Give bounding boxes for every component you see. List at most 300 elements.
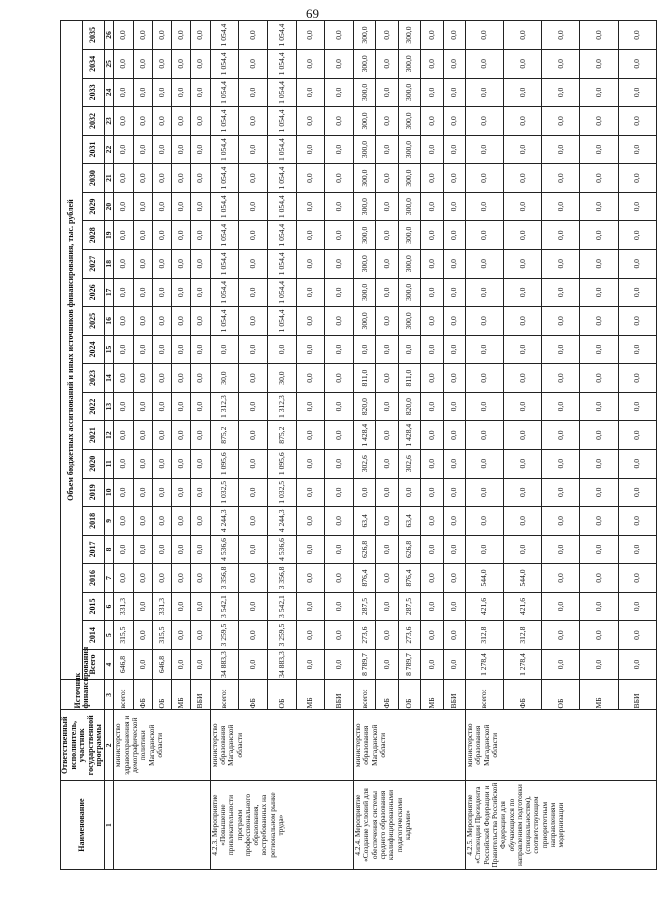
value-cell: 626,8 (398, 535, 420, 564)
value-cell: 0,0 (114, 278, 133, 307)
value-cell: 0,0 (296, 364, 325, 393)
value-cell: 0,0 (376, 449, 398, 478)
value-cell: 0,0 (376, 335, 398, 364)
source-cell: всего: (210, 680, 239, 710)
value-cell: 0,0 (296, 192, 325, 221)
value-cell: 0,0 (133, 621, 152, 650)
value-cell: 0,0 (398, 335, 420, 364)
value-cell: 1 312,3 (267, 392, 296, 421)
value-cell: 0,0 (443, 164, 465, 193)
value-cell: 0,0 (133, 592, 152, 621)
value-cell: 0,0 (443, 135, 465, 164)
value-cell: 0,0 (325, 478, 354, 507)
value-cell: 0,0 (296, 392, 325, 421)
value-cell: 0,0 (466, 478, 504, 507)
value-cell: 0,0 (133, 478, 152, 507)
value-cell: 0,0 (325, 192, 354, 221)
value-cell: 0,0 (466, 50, 504, 79)
value-cell: 0,0 (172, 78, 191, 107)
value-cell: 0,0 (376, 107, 398, 136)
header-year: 2032 (83, 107, 105, 136)
column-number: 5 (104, 621, 113, 650)
column-number: 23 (104, 107, 113, 136)
header-year: 2035 (83, 21, 105, 50)
value-cell: 0,0 (580, 278, 618, 307)
header-year: 2022 (83, 392, 105, 421)
value-cell: 1 054,4 (267, 135, 296, 164)
value-cell: 0,0 (114, 535, 133, 564)
value-cell: 0,0 (133, 164, 152, 193)
value-cell: 0,0 (618, 278, 656, 307)
value-cell: 0,0 (191, 592, 210, 621)
column-number: 17 (104, 278, 113, 307)
value-cell: 0,0 (466, 164, 504, 193)
value-cell: 421,6 (504, 592, 542, 621)
value-cell: 0,0 (191, 50, 210, 79)
value-cell: 1 054,4 (267, 21, 296, 50)
value-cell: 0,0 (443, 507, 465, 536)
value-cell: 0,0 (152, 192, 171, 221)
value-cell: 0,0 (504, 535, 542, 564)
value-cell: 0,0 (504, 50, 542, 79)
value-cell: 0,0 (191, 107, 210, 136)
value-cell: 0,0 (580, 421, 618, 450)
value-cell: 1 054,4 (210, 192, 239, 221)
column-number: 9 (104, 507, 113, 536)
value-cell: 0,0 (504, 421, 542, 450)
measure-name: 4.2.3. Мероприятие «Повышение привлекательности программ профессионального образования, востребованных на региональном рынке труда» (210, 781, 353, 870)
value-cell: 0,0 (421, 392, 443, 421)
value-cell: 0,0 (542, 107, 580, 136)
source-cell: ВБИ (618, 680, 656, 710)
value-cell: 0,0 (152, 364, 171, 393)
value-cell: 0,0 (542, 449, 580, 478)
value-cell: 0,0 (376, 135, 398, 164)
value-cell: 0,0 (172, 278, 191, 307)
value-cell: 0,0 (152, 164, 171, 193)
value-cell: 0,0 (376, 507, 398, 536)
value-cell: 0,0 (580, 50, 618, 79)
value-cell: 1 054,4 (267, 221, 296, 250)
value-cell: 300,0 (354, 78, 376, 107)
value-cell: 820,0 (398, 392, 420, 421)
value-cell: 0,0 (504, 21, 542, 50)
value-cell: 0,0 (152, 421, 171, 450)
value-cell: 0,0 (354, 335, 376, 364)
value-cell: 0,0 (239, 478, 268, 507)
value-cell: 0,0 (239, 307, 268, 336)
value-cell: 0,0 (443, 621, 465, 650)
source-cell: ОБ (542, 680, 580, 710)
value-cell: 0,0 (421, 449, 443, 478)
value-cell: 1 054,4 (210, 78, 239, 107)
value-cell: 1 054,4 (267, 250, 296, 279)
value-cell: 0,0 (376, 78, 398, 107)
source-cell: всего: (354, 680, 376, 710)
value-cell: 626,8 (354, 535, 376, 564)
value-cell: 0,0 (421, 50, 443, 79)
column-number: 13 (104, 392, 113, 421)
value-cell: 0,0 (133, 507, 152, 536)
source-cell: ФБ (376, 680, 398, 710)
header-year: 2023 (83, 364, 105, 393)
value-cell: 1 054,4 (210, 50, 239, 79)
value-cell: 0,0 (580, 307, 618, 336)
value-cell: 0,0 (466, 78, 504, 107)
value-cell: 0,0 (504, 364, 542, 393)
value-cell: 421,6 (466, 592, 504, 621)
value-cell: 1 054,4 (267, 278, 296, 307)
value-cell: 0,0 (152, 250, 171, 279)
value-cell: 300,0 (354, 192, 376, 221)
value-cell: 0,0 (421, 621, 443, 650)
value-cell: 0,0 (376, 278, 398, 307)
value-cell: 0,0 (376, 535, 398, 564)
value-cell: 0,0 (376, 592, 398, 621)
table-body (114, 21, 657, 870)
value-cell: 0,0 (152, 78, 171, 107)
value-cell: 0,0 (580, 392, 618, 421)
value-cell: 0,0 (443, 392, 465, 421)
table-row (210, 21, 239, 870)
header-year: 2014 (83, 621, 105, 650)
value-cell: 3 356,8 (210, 564, 239, 593)
column-number: 2 (104, 710, 113, 781)
value-cell: 63,4 (398, 507, 420, 536)
value-cell: 0,0 (443, 535, 465, 564)
column-number: 22 (104, 135, 113, 164)
value-cell: 0,0 (325, 507, 354, 536)
value-cell: 0,0 (618, 335, 656, 364)
value-cell: 0,0 (152, 535, 171, 564)
column-number: 7 (104, 564, 113, 593)
value-cell: 0,0 (325, 50, 354, 79)
value-cell: 0,0 (542, 335, 580, 364)
value-cell: 3 356,8 (267, 564, 296, 593)
value-cell: 1 054,4 (267, 107, 296, 136)
value-cell: 0,0 (172, 392, 191, 421)
measure-name: 4.2.5. Мероприятие «Стипендии Президента Российской Федерации и Правительства Российской Федерации для обучающихся по направлениям подготовки (специальностям), соответствующим приоритетным направлениям модернизации (466, 781, 657, 870)
value-cell: 0,0 (239, 621, 268, 650)
value-cell: 0,0 (296, 278, 325, 307)
column-number: 24 (104, 78, 113, 107)
value-cell: 0,0 (376, 478, 398, 507)
value-cell: 0,0 (443, 192, 465, 221)
value-cell: 0,0 (191, 135, 210, 164)
value-cell: 0,0 (172, 21, 191, 50)
table-row (466, 21, 504, 870)
value-cell: 0,0 (542, 278, 580, 307)
value-cell: 0,0 (443, 335, 465, 364)
value-cell: 0,0 (172, 478, 191, 507)
value-cell: 646,8 (114, 649, 133, 679)
value-cell: 0,0 (325, 307, 354, 336)
value-cell: 0,0 (325, 592, 354, 621)
value-cell: 1 054,4 (267, 192, 296, 221)
value-cell: 0,0 (618, 621, 656, 650)
value-cell: 300,0 (398, 278, 420, 307)
source-cell: ВБИ (325, 680, 354, 710)
value-cell: 0,0 (133, 107, 152, 136)
value-cell: 0,0 (114, 192, 133, 221)
value-cell: 300,0 (398, 164, 420, 193)
value-cell: 0,0 (618, 421, 656, 450)
value-cell: 0,0 (296, 592, 325, 621)
value-cell: 0,0 (466, 135, 504, 164)
value-cell: 0,0 (376, 649, 398, 679)
value-cell: 0,0 (172, 307, 191, 336)
value-cell: 30,0 (267, 364, 296, 393)
value-cell: 0,0 (443, 221, 465, 250)
value-cell: 0,0 (191, 507, 210, 536)
value-cell: 300,0 (354, 164, 376, 193)
value-cell: 1 032,5 (210, 478, 239, 507)
column-number: 14 (104, 364, 113, 393)
value-cell: 0,0 (191, 449, 210, 478)
value-cell: 0,0 (239, 392, 268, 421)
value-cell: 0,0 (542, 250, 580, 279)
value-cell: 0,0 (618, 564, 656, 593)
value-cell: 0,0 (296, 478, 325, 507)
value-cell: 0,0 (267, 335, 296, 364)
value-cell: 0,0 (133, 421, 152, 450)
value-cell: 0,0 (152, 335, 171, 364)
value-cell: 0,0 (542, 392, 580, 421)
value-cell: 1 312,3 (210, 392, 239, 421)
value-cell: 0,0 (421, 164, 443, 193)
value-cell: 0,0 (325, 421, 354, 450)
value-cell: 0,0 (580, 221, 618, 250)
value-cell: 0,0 (152, 135, 171, 164)
value-cell: 302,6 (354, 449, 376, 478)
value-cell: 0,0 (325, 21, 354, 50)
value-cell: 0,0 (133, 250, 152, 279)
value-cell: 0,0 (133, 307, 152, 336)
value-cell: 312,8 (504, 621, 542, 650)
header-year: 2024 (83, 335, 105, 364)
source-cell: ФБ (133, 680, 152, 710)
executor-cell: министерство образования Магаданской области (354, 710, 466, 781)
value-cell: 0,0 (421, 564, 443, 593)
value-cell: 0,0 (325, 449, 354, 478)
value-cell: 0,0 (398, 478, 420, 507)
value-cell: 4 244,3 (267, 507, 296, 536)
value-cell: 0,0 (421, 364, 443, 393)
value-cell: 811,0 (354, 364, 376, 393)
value-cell: 0,0 (172, 50, 191, 79)
value-cell: 0,0 (296, 107, 325, 136)
value-cell: 0,0 (152, 107, 171, 136)
value-cell: 876,4 (398, 564, 420, 593)
column-number: 16 (104, 307, 113, 336)
value-cell: 1 054,4 (210, 21, 239, 50)
source-cell: МБ (296, 680, 325, 710)
value-cell: 0,0 (133, 364, 152, 393)
value-cell: 0,0 (133, 649, 152, 679)
value-cell: 0,0 (296, 564, 325, 593)
value-cell: 0,0 (239, 78, 268, 107)
value-cell: 34 883,3 (267, 649, 296, 679)
value-cell: 0,0 (133, 449, 152, 478)
value-cell: 0,0 (542, 221, 580, 250)
column-number: 3 (104, 680, 113, 710)
header-year: 2033 (83, 78, 105, 107)
column-number: 26 (104, 21, 113, 50)
value-cell: 0,0 (239, 278, 268, 307)
value-cell: 4 244,3 (210, 507, 239, 536)
value-cell: 0,0 (443, 649, 465, 679)
value-cell: 0,0 (421, 307, 443, 336)
value-cell: 0,0 (542, 192, 580, 221)
value-cell: 0,0 (580, 478, 618, 507)
value-cell: 0,0 (504, 221, 542, 250)
value-cell: 0,0 (296, 164, 325, 193)
value-cell: 300,0 (398, 21, 420, 50)
value-cell: 0,0 (542, 164, 580, 193)
value-cell: 0,0 (172, 507, 191, 536)
value-cell: 0,0 (325, 221, 354, 250)
value-cell: 875,2 (210, 421, 239, 450)
value-cell: 300,0 (354, 107, 376, 136)
column-number: 21 (104, 164, 113, 193)
value-cell: 0,0 (618, 78, 656, 107)
value-cell: 0,0 (172, 250, 191, 279)
value-cell: 0,0 (114, 364, 133, 393)
value-cell: 3 259,5 (267, 621, 296, 650)
value-cell: 0,0 (504, 478, 542, 507)
value-cell: 1 054,4 (210, 221, 239, 250)
value-cell: 0,0 (152, 21, 171, 50)
value-cell: 0,0 (580, 192, 618, 221)
value-cell: 0,0 (172, 649, 191, 679)
value-cell: 0,0 (296, 250, 325, 279)
value-cell: 544,0 (466, 564, 504, 593)
value-cell: 0,0 (443, 21, 465, 50)
value-cell: 1 054,4 (267, 78, 296, 107)
value-cell: 0,0 (580, 535, 618, 564)
value-cell: 0,0 (114, 221, 133, 250)
value-cell: 1 428,4 (354, 421, 376, 450)
source-cell: ВБИ (443, 680, 465, 710)
value-cell: 0,0 (443, 50, 465, 79)
value-cell: 300,0 (354, 278, 376, 307)
value-cell: 3 259,5 (210, 621, 239, 650)
value-cell: 4 536,6 (267, 535, 296, 564)
value-cell: 315,5 (152, 621, 171, 650)
value-cell: 0,0 (114, 507, 133, 536)
value-cell: 0,0 (191, 78, 210, 107)
value-cell: 0,0 (239, 364, 268, 393)
value-cell: 646,8 (152, 649, 171, 679)
value-cell: 0,0 (580, 507, 618, 536)
value-cell: 8 789,7 (398, 649, 420, 679)
value-cell: 0,0 (296, 649, 325, 679)
column-number: 20 (104, 192, 113, 221)
value-cell: 0,0 (376, 50, 398, 79)
value-cell: 0,0 (296, 221, 325, 250)
value-cell: 0,0 (191, 621, 210, 650)
value-cell: 0,0 (376, 250, 398, 279)
value-cell: 0,0 (172, 621, 191, 650)
value-cell: 63,4 (354, 507, 376, 536)
value-cell: 0,0 (618, 507, 656, 536)
value-cell: 300,0 (398, 221, 420, 250)
value-cell: 0,0 (443, 78, 465, 107)
table-row (114, 21, 133, 870)
value-cell: 0,0 (466, 449, 504, 478)
value-cell: 1 054,4 (267, 164, 296, 193)
value-cell: 30,0 (210, 364, 239, 393)
source-cell: ОБ (398, 680, 420, 710)
value-cell: 0,0 (191, 192, 210, 221)
value-cell: 0,0 (325, 278, 354, 307)
value-cell: 0,0 (580, 649, 618, 679)
value-cell: 0,0 (580, 78, 618, 107)
value-cell: 0,0 (172, 364, 191, 393)
value-cell: 0,0 (354, 478, 376, 507)
source-cell: МБ (580, 680, 618, 710)
value-cell: 300,0 (354, 50, 376, 79)
value-cell: 0,0 (504, 192, 542, 221)
value-cell: 0,0 (421, 478, 443, 507)
value-cell: 0,0 (152, 564, 171, 593)
value-cell: 300,0 (398, 250, 420, 279)
source-cell: ОБ (267, 680, 296, 710)
value-cell: 0,0 (504, 250, 542, 279)
header-source: Источник финансирования (61, 680, 105, 710)
value-cell: 0,0 (133, 50, 152, 79)
value-cell: 300,0 (398, 107, 420, 136)
value-cell: 811,0 (398, 364, 420, 393)
value-cell: 300,0 (354, 221, 376, 250)
value-cell: 0,0 (325, 392, 354, 421)
header-year: 2034 (83, 50, 105, 79)
value-cell: 0,0 (443, 107, 465, 136)
value-cell: 0,0 (443, 278, 465, 307)
value-cell: 0,0 (239, 564, 268, 593)
value-cell: 0,0 (152, 50, 171, 79)
value-cell: 0,0 (618, 221, 656, 250)
value-cell: 0,0 (191, 221, 210, 250)
value-cell: 0,0 (239, 192, 268, 221)
value-cell: 0,0 (618, 192, 656, 221)
value-cell: 0,0 (618, 21, 656, 50)
value-cell: 0,0 (191, 478, 210, 507)
column-number: 12 (104, 421, 113, 450)
value-cell: 300,0 (398, 50, 420, 79)
header-year: 2029 (83, 192, 105, 221)
value-cell: 0,0 (504, 507, 542, 536)
value-cell: 1 054,4 (210, 278, 239, 307)
value-cell: 0,0 (504, 278, 542, 307)
value-cell: 0,0 (152, 478, 171, 507)
value-cell: 0,0 (191, 535, 210, 564)
value-cell: 312,8 (466, 621, 504, 650)
value-cell: 0,0 (239, 335, 268, 364)
header-year: 2020 (83, 449, 105, 478)
value-cell: 0,0 (443, 364, 465, 393)
value-cell: 0,0 (504, 392, 542, 421)
value-cell: 0,0 (618, 307, 656, 336)
value-cell: 0,0 (542, 135, 580, 164)
value-cell: 0,0 (618, 135, 656, 164)
value-cell: 0,0 (172, 135, 191, 164)
column-number: 18 (104, 250, 113, 279)
value-cell: 0,0 (618, 449, 656, 478)
value-cell: 300,0 (398, 192, 420, 221)
source-cell: ОБ (152, 680, 171, 710)
value-cell: 0,0 (376, 221, 398, 250)
